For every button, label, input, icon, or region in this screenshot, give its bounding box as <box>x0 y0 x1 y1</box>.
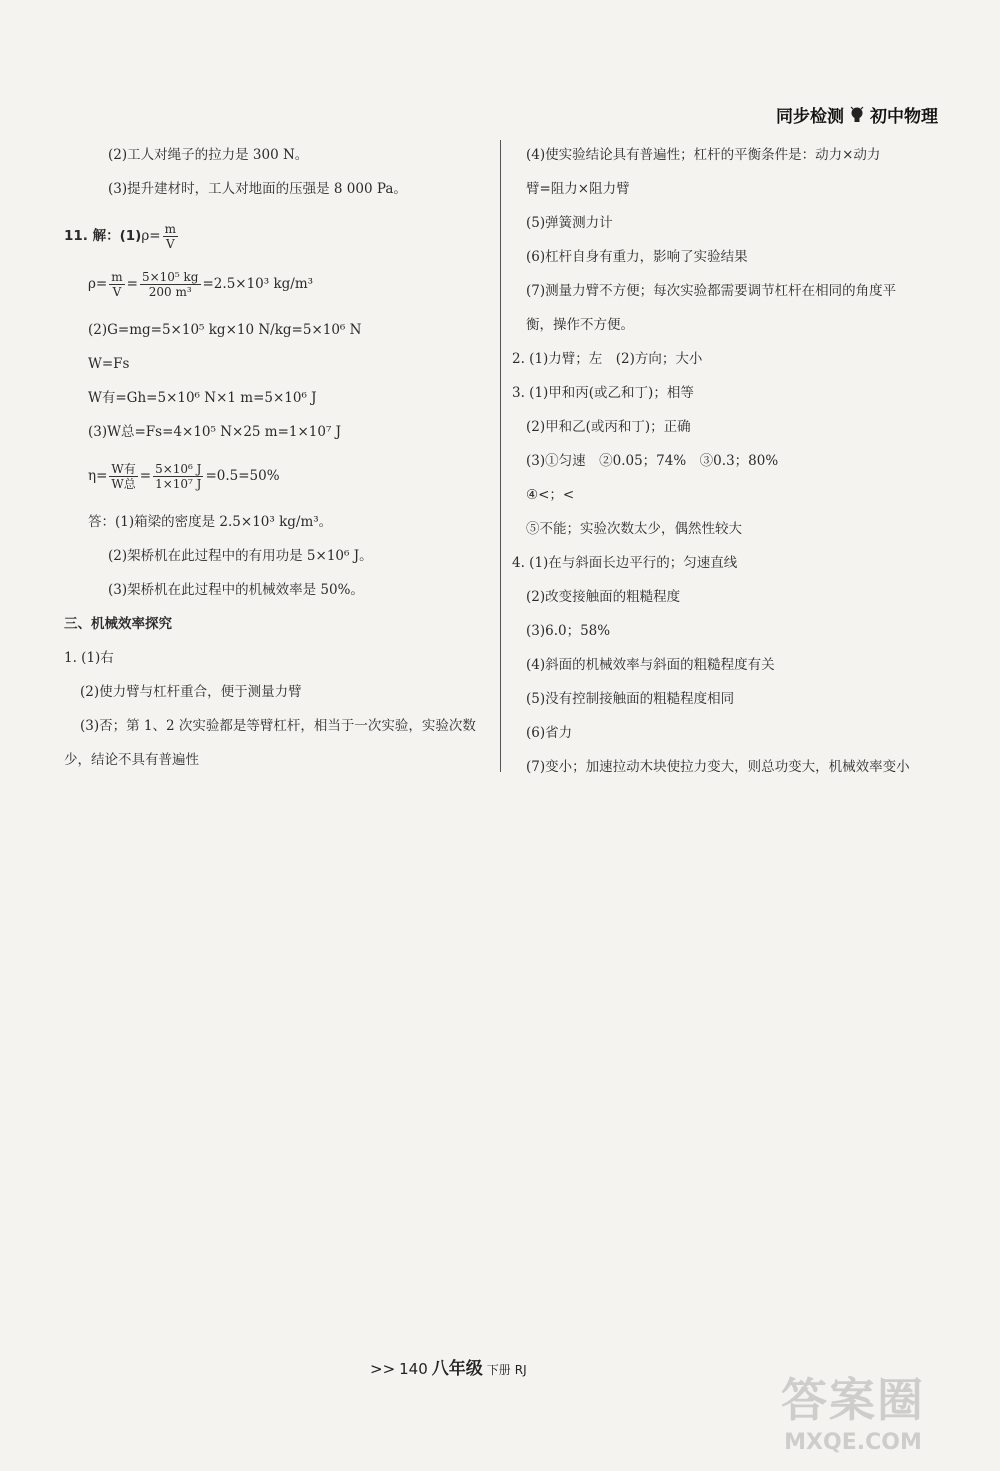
edition-label: RJ <box>514 1363 527 1377</box>
answer-line: W有=Gh=5×10⁶ N×1 m=5×10⁶ J <box>88 390 317 406</box>
answer-line: (2)改变接触面的粗糙程度 <box>526 589 681 605</box>
page-header <box>776 102 938 127</box>
formula-line: η= $\frac{\text{W有}}{\text{W总}}$ = $\frac{\text{5×10⁶ J}}{\text{1×10⁷ J}}$ =0.5=50% <box>88 462 280 491</box>
answer-line: (5)弹簧测力计 <box>526 215 613 231</box>
grade-label: 八年级 <box>431 1359 483 1379</box>
answer-line: (3)6.0；58% <box>526 623 611 639</box>
formula-rho: ρ= <box>141 228 161 244</box>
answer-line: (4)使实验结论具有普遍性；杠杆的平衡条件是：动力×动力 <box>526 147 881 163</box>
answer-line: ⑤不能；实验次数太少，偶然性较大 <box>526 521 742 537</box>
answer-line: 少，结论不具有普遍性 <box>64 752 199 768</box>
question-11 <box>64 222 180 251</box>
answer-line: ④<；< <box>526 487 575 503</box>
answer-line: 1. (1)右 <box>64 650 114 666</box>
fraction: $\frac{m}{V}$ <box>111 270 123 299</box>
answer-line: 2. (1)力臂；左 (2)方向；大小 <box>512 351 703 367</box>
answer-line: (6)省力 <box>526 725 573 741</box>
fraction: $\frac{\text{5×10⁵ kg}}{\text{200 m³}}$ <box>141 270 199 299</box>
page-footer <box>370 1354 527 1379</box>
page-number: 140 <box>399 1360 428 1378</box>
answer-line: (2)工人对绳子的拉力是 300 N。 <box>108 147 309 163</box>
answer-line: (7)变小；加速拉动木块使拉力变大，则总功变大，机械效率变小 <box>526 759 910 775</box>
formula-line: ρ= $\frac{m}{V}$ = $\frac{\text{5×10⁵ kg}}{\text{200 m³}}$ =2.5×10³ kg/m³ <box>88 270 314 299</box>
subject-title: 初中物理 <box>870 107 938 127</box>
answer-line: (5)没有控制接触面的粗糙程度相同 <box>526 691 735 707</box>
page-arrows: >> <box>370 1360 396 1378</box>
answer-line: (3)否；第 1、2 次实验都是等臂杠杆，相当于一次实验，实验次数 <box>80 718 476 734</box>
answer-line: (3)W总=Fs=4×10⁵ N×25 m=1×10⁷ J <box>88 424 342 440</box>
answer-line: W=Fs <box>88 356 130 372</box>
answer-line: (7)测量力臂不方便；每次实验都需要调节杠杆在相同的角度平 <box>526 283 897 299</box>
answer-line: (4)斜面的机械效率与斜面的粗糙程度有关 <box>526 657 775 673</box>
answer-line: (2)甲和乙(或丙和丁)；正确 <box>526 419 691 435</box>
section-heading: 三、机械效率探究 <box>64 616 172 632</box>
answer-line: (3)提升建材时，工人对地面的压强是 8 000 Pa。 <box>108 181 407 197</box>
answer-line: 衡，操作不方便。 <box>526 317 634 333</box>
series-title: 同步检测 <box>776 107 844 127</box>
question-number: 11. 解：(1) <box>64 228 142 244</box>
volume-label: 下册 <box>486 1363 511 1377</box>
fraction: $\frac{m}{V}$ <box>164 222 176 251</box>
answer-line: (2)架桥机在此过程中的有用功是 5×10⁶ J。 <box>108 548 373 564</box>
lightbulb-icon <box>850 106 864 124</box>
answer-line: 4. (1)在与斜面长边平行的；匀速直线 <box>512 555 738 571</box>
answer-line: 臂=阻力×阻力臂 <box>526 181 630 197</box>
answer-line: 3. (1)甲和丙(或乙和丁)；相等 <box>512 385 694 401</box>
column-divider <box>500 140 501 772</box>
watermark-logo: 答案圈 MXQE.COM <box>781 1373 925 1455</box>
answer-line: (6)杠杆自身有重力，影响了实验结果 <box>526 249 748 265</box>
fraction: $\frac{\text{W有}}{\text{W总}}$ <box>111 462 136 491</box>
answer-line: (3)架桥机在此过程中的机械效率是 50%。 <box>108 582 364 598</box>
answer-line: (2)G=mg=5×10⁵ kg×10 N/kg=5×10⁶ N <box>88 322 362 338</box>
fraction: $\frac{\text{5×10⁶ J}}{\text{1×10⁷ J}}$ <box>155 462 202 491</box>
answer-line: (3)①匀速 ②0.05；74% ③0.3；80% <box>526 453 779 469</box>
answer-line: (2)使力臂与杠杆重合，便于测量力臂 <box>80 684 302 700</box>
answer-line: 答：(1)箱梁的密度是 2.5×10³ kg/m³。 <box>88 514 333 530</box>
